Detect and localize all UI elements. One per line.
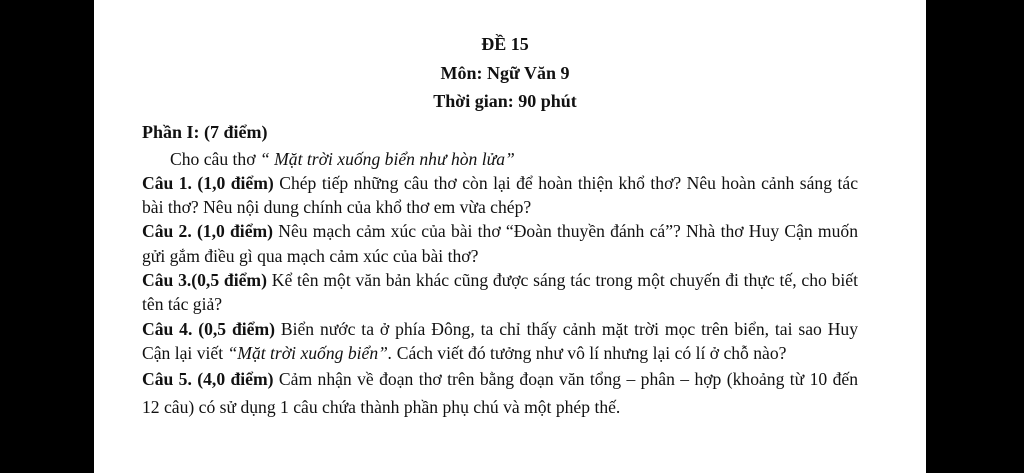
question-3-label: Câu 3.(0,5 điểm) bbox=[142, 269, 267, 290]
part1-title: Phần I: (7 điểm) bbox=[142, 121, 268, 142]
intro-prefix: Cho câu thơ bbox=[170, 148, 260, 169]
document-page bbox=[94, 0, 926, 473]
document-body bbox=[142, 30, 858, 421]
question-2 bbox=[142, 219, 858, 268]
question-4-label: Câu 4. (0,5 điểm) bbox=[142, 318, 275, 339]
question-4-text-b: Cách viết đó tưởng như vô lí nhưng lại có lí ở chỗ nào? bbox=[392, 342, 787, 363]
subject-line: Môn: Ngữ Văn 9 bbox=[440, 62, 570, 83]
question-1-text: Chép tiếp những câu thơ còn lại để hoàn thiện khổ thơ? Nêu hoàn cảnh sáng tác bài thơ? Nêu nội dung chính của khổ thơ em vừa chép? bbox=[142, 172, 859, 218]
time-line: Thời gian: 90 phút bbox=[433, 91, 577, 111]
question-5-label: Câu 5. (4,0 điểm) bbox=[142, 369, 274, 390]
question-4-quote: “Mặt trời xuống biển”. bbox=[227, 342, 393, 363]
exam-number: ĐỀ 15 bbox=[481, 34, 529, 54]
intro-quote: “ Mặt trời xuống biển như hòn lửa” bbox=[259, 148, 515, 169]
question-5-text: Cảm nhận về đoạn thơ trên bằng đoạn văn tổng – phân – hợp (khoảng từ 10 đến 12 câu) có sử dụng 1 câu chứa thành phần phụ chú và một phép thế. bbox=[142, 369, 858, 417]
question-4 bbox=[142, 317, 858, 366]
question-2-label: Câu 2. (1,0 điểm) bbox=[142, 221, 274, 242]
question-3-text: Kể tên một văn bản khác cũng được sáng tác trong một chuyến đi thực tế, cho biết tên tác giả? bbox=[142, 269, 858, 315]
question-3 bbox=[142, 268, 858, 317]
question-4-text-a: Biển nước ta ở phía Đông, ta chỉ thấy cảnh mặt trời mọc trên biển, tai sao Huy Cận lại viết bbox=[142, 318, 858, 363]
question-1 bbox=[142, 171, 858, 220]
question-1-label: Câu 1. (1,0 điểm) bbox=[142, 172, 274, 193]
part1-intro bbox=[142, 147, 858, 171]
question-2-text: Nêu mạch cảm xúc của bài thơ “Đoàn thuyền đánh cá”? Nhà thơ Huy Cận muốn gửi gắm điều gì qua mạch cảm xúc của bài thơ? bbox=[142, 221, 858, 266]
question-5 bbox=[142, 366, 858, 421]
